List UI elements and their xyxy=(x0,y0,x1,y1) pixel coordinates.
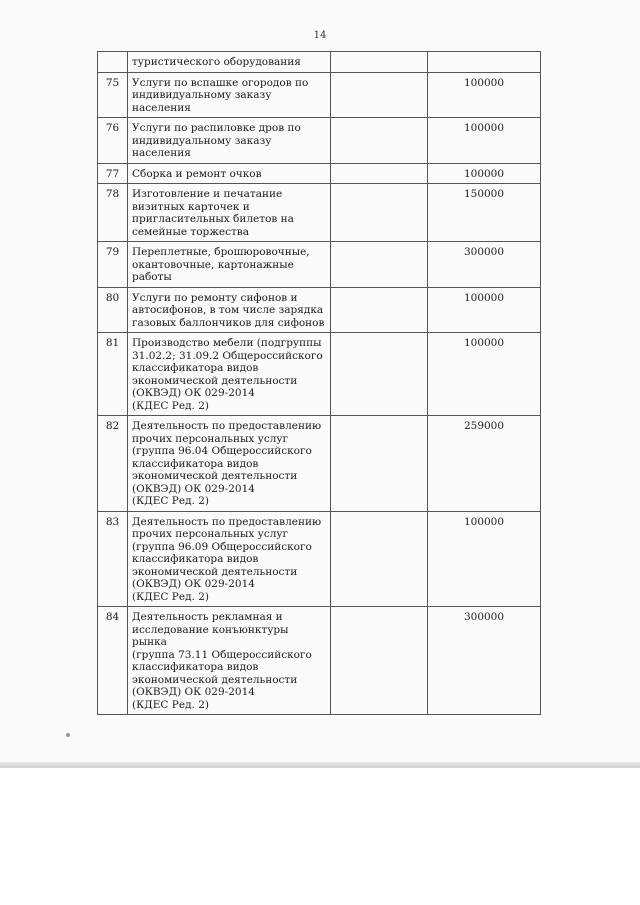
empty-cell xyxy=(331,242,428,288)
row-number: 77 xyxy=(98,163,128,184)
amount-value: 100000 xyxy=(428,511,541,607)
table-row xyxy=(98,163,541,184)
empty-cell xyxy=(331,287,428,333)
amount-value: 300000 xyxy=(428,242,541,288)
services-table xyxy=(97,51,541,715)
empty-cell xyxy=(331,333,428,416)
empty-cell xyxy=(331,607,428,715)
service-name: туристического оборудования xyxy=(128,52,331,73)
service-name: Деятельность по предоставлению прочих персональных услуг (группа 96.09 Общероссийского классификатора видов экономической деятельности (ОКВЭД) ОК 029-2014 (КДЕС Ред. 2) xyxy=(128,511,331,607)
table-row xyxy=(98,416,541,512)
service-name: Сборка и ремонт очков xyxy=(128,163,331,184)
table-row xyxy=(98,607,541,715)
table-row xyxy=(98,72,541,118)
page-bottom-edge xyxy=(0,762,640,768)
amount-value: 150000 xyxy=(428,184,541,242)
empty-cell xyxy=(331,416,428,512)
service-name: Производство мебели (подгруппы 31.02.2; 31.09.2 Общероссийского классификатора видов экономической деятельности (ОКВЭД) ОК 029-2014 (КДЕС Ред. 2) xyxy=(128,333,331,416)
table-row xyxy=(98,287,541,333)
service-name: Услуги по вспашке огородов по индивидуальному заказу населения xyxy=(128,72,331,118)
service-name: Изготовление и печатание визитных карточек и пригласительных билетов на семейные торжества xyxy=(128,184,331,242)
amount-value: 100000 xyxy=(428,72,541,118)
row-number: 81 xyxy=(98,333,128,416)
empty-cell xyxy=(331,52,428,73)
empty-cell xyxy=(331,72,428,118)
page-number: 14 xyxy=(313,30,327,41)
row-number: 84 xyxy=(98,607,128,715)
empty-cell xyxy=(331,118,428,164)
empty-cell xyxy=(331,184,428,242)
scan-artifact xyxy=(66,733,70,737)
table-row xyxy=(98,333,541,416)
service-name: Деятельность по предоставлению прочих персональных услуг (группа 96.04 Общероссийского классификатора видов экономической деятельности (ОКВЭД) ОК 029-2014 (КДЕС Ред. 2) xyxy=(128,416,331,512)
service-name: Услуги по распиловке дров по индивидуальному заказу населения xyxy=(128,118,331,164)
row-number: 75 xyxy=(98,72,128,118)
amount-value: 100000 xyxy=(428,118,541,164)
table-row xyxy=(98,118,541,164)
amount-value: 259000 xyxy=(428,416,541,512)
table-row xyxy=(98,52,541,73)
empty-cell xyxy=(331,163,428,184)
service-name: Услуги по ремонту сифонов и автосифонов, в том числе зарядка газовых баллончиков для сифонов xyxy=(128,287,331,333)
empty-cell xyxy=(331,511,428,607)
service-name: Переплетные, брошюровочные, окантовочные, картонажные работы xyxy=(128,242,331,288)
amount-value: 100000 xyxy=(428,287,541,333)
amount-value: 100000 xyxy=(428,333,541,416)
table-row xyxy=(98,184,541,242)
row-number: 83 xyxy=(98,511,128,607)
row-number: 78 xyxy=(98,184,128,242)
amount-value xyxy=(428,52,541,73)
amount-value: 100000 xyxy=(428,163,541,184)
service-name: Деятельность рекламная и исследование конъюнктуры рынка (группа 73.11 Общероссийского классификатора видов экономической деятельности (ОКВЭД) ОК 029-2014 (КДЕС Ред. 2) xyxy=(128,607,331,715)
row-number: 79 xyxy=(98,242,128,288)
row-number: 82 xyxy=(98,416,128,512)
table-row xyxy=(98,511,541,607)
table-row xyxy=(98,242,541,288)
amount-value: 300000 xyxy=(428,607,541,715)
row-number: 80 xyxy=(98,287,128,333)
row-number xyxy=(98,52,128,73)
row-number: 76 xyxy=(98,118,128,164)
